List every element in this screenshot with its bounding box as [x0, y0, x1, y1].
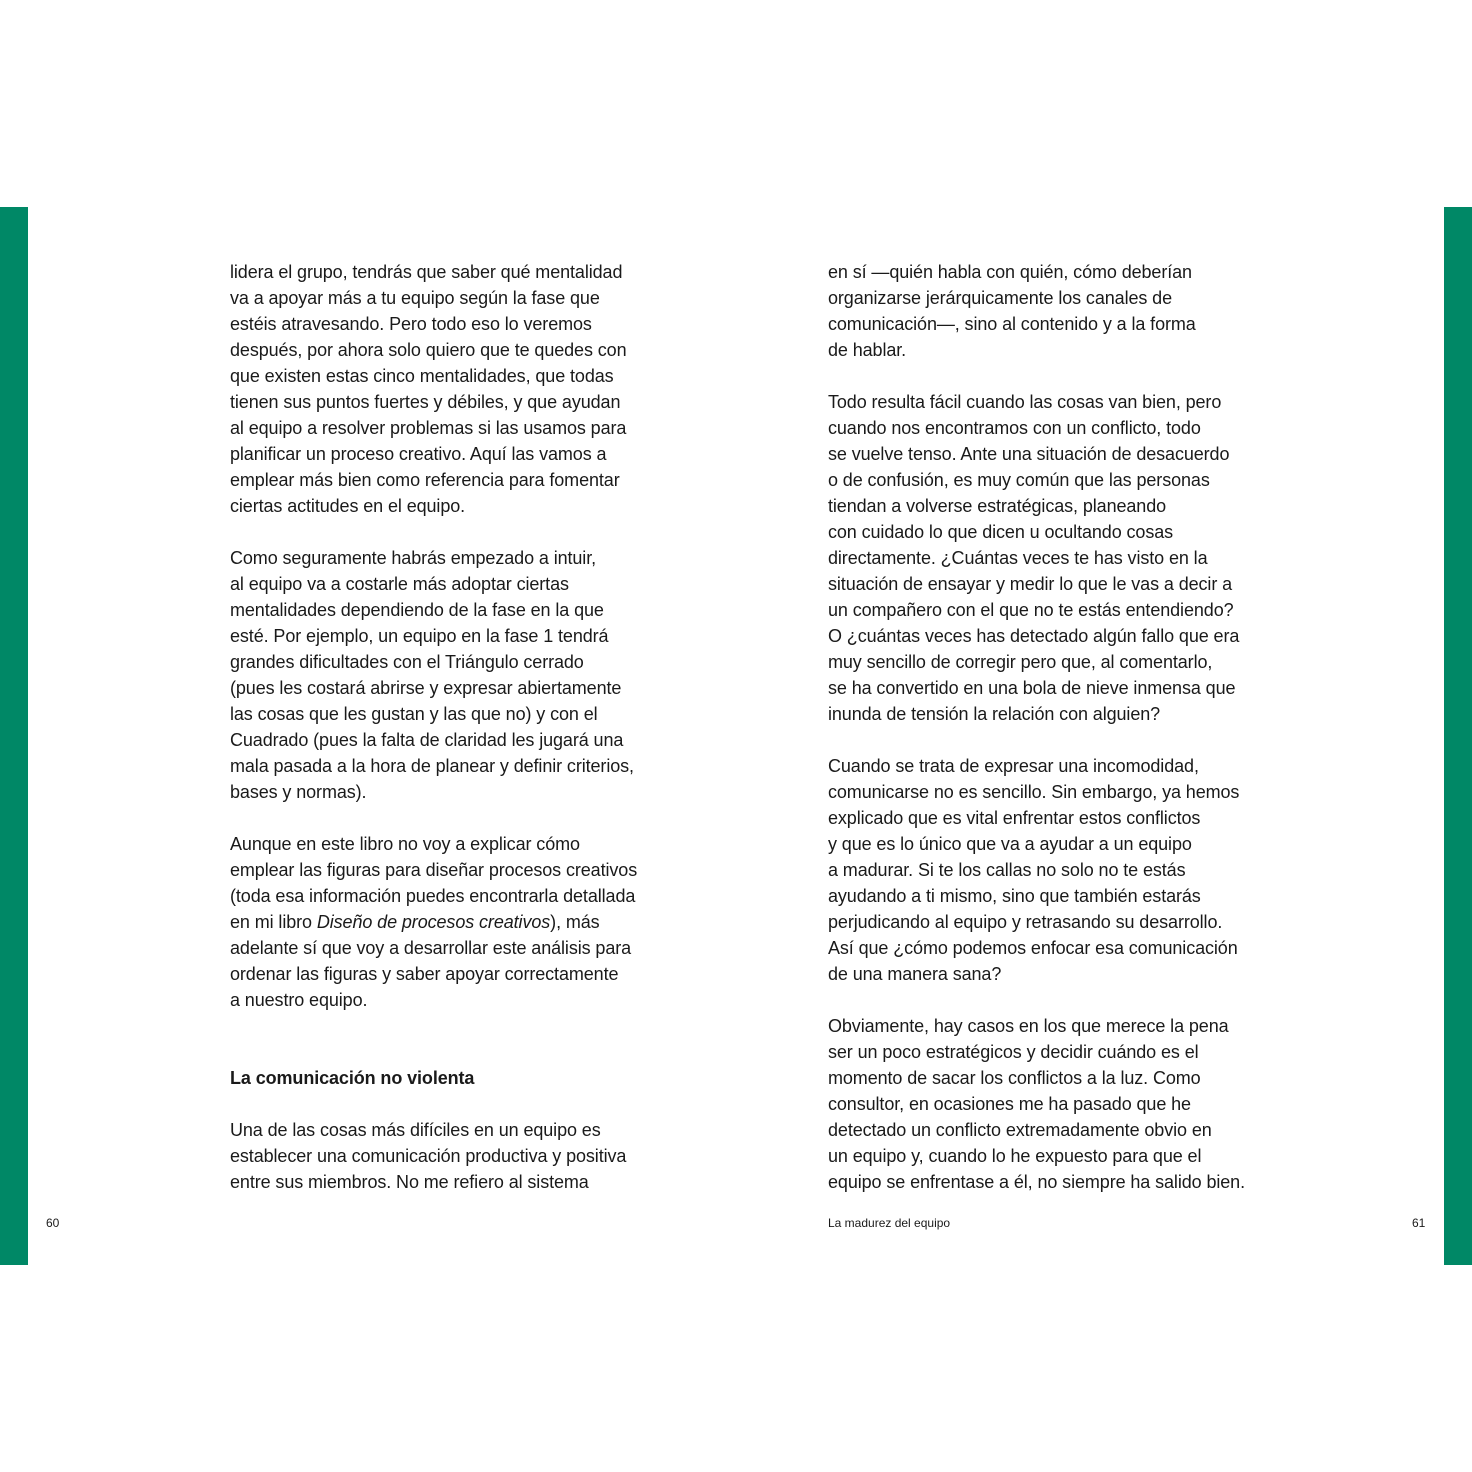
- text-line: esté. Por ejemplo, un equipo en la fase 1 tendrá: [230, 626, 609, 646]
- text-line: explicado que es vital enfrentar estos conflictos: [828, 808, 1201, 828]
- text-line: al equipo a resolver problemas si las usamos para: [230, 418, 627, 438]
- paragraph: [828, 389, 1248, 727]
- text-line: cuando nos encontramos con un conflicto, todo: [828, 418, 1201, 438]
- text-line: después, por ahora solo quiero que te quedes con: [230, 340, 627, 360]
- text-line: tienen sus puntos fuertes y débiles, y que ayudan: [230, 392, 621, 412]
- text-line: Cuando se trata de expresar una incomodidad,: [828, 756, 1199, 776]
- text-line: organizarse jerárquicamente los canales de: [828, 288, 1172, 308]
- text-line: lidera el grupo, tendrás que saber qué mentalidad: [230, 262, 623, 282]
- text-line: Todo resulta fácil cuando las cosas van bien, pero: [828, 392, 1222, 412]
- text-line: a nuestro equipo.: [230, 990, 368, 1010]
- text-line: detectado un conflicto extremadamente obvio en: [828, 1120, 1212, 1140]
- text-line: y que es lo único que va a ayudar a un equipo: [828, 834, 1192, 854]
- text-line: establecer una comunicación productiva y positiva: [230, 1146, 627, 1166]
- text-line: Aunque en este libro no voy a explicar cómo: [230, 834, 580, 854]
- text-line: se ha convertido en una bola de nieve inmensa que: [828, 678, 1236, 698]
- text-line: comunicarse no es sencillo. Sin embargo, ya hemos: [828, 782, 1240, 802]
- text-line: mala pasada a la hora de planear y definir criterios,: [230, 756, 634, 776]
- text-line: ordenar las figuras y saber apoyar correctamente: [230, 964, 619, 984]
- paragraph-gap: [230, 519, 650, 545]
- right-page-text: [828, 259, 1248, 1195]
- paragraph-gap: [230, 1091, 650, 1117]
- text-line: bases y normas).: [230, 782, 367, 802]
- paragraph-gap: [230, 1039, 650, 1065]
- paragraph-gap: [828, 363, 1248, 389]
- paragraph: [230, 1117, 650, 1195]
- text-line: situación de ensayar y medir lo que le vas a decir a: [828, 574, 1233, 594]
- text-line: comunicación—, sino al contenido y a la forma: [828, 314, 1196, 334]
- paragraph: [230, 259, 650, 519]
- text-line: muy sencillo de corregir pero que, al comentarlo,: [828, 652, 1213, 672]
- left-page-text: [230, 259, 650, 1195]
- right-accent-band: [1444, 207, 1472, 1265]
- paragraph-gap: [230, 805, 650, 831]
- text-line: consultor, en ocasiones me ha pasado que he: [828, 1094, 1191, 1114]
- paragraph-gap: [230, 1013, 650, 1039]
- text-line: estéis atravesando. Pero todo eso lo veremos: [230, 314, 592, 334]
- text-line: un compañero con el que no te estás entendiendo?: [828, 600, 1234, 620]
- text-line: ciertas actitudes en el equipo.: [230, 496, 466, 516]
- text-line: se vuelve tenso. Ante una situación de desacuerdo: [828, 444, 1230, 464]
- text-line: Cuadrado (pues la falta de claridad les jugará una: [230, 730, 624, 750]
- paragraph-gap: [828, 727, 1248, 753]
- text-line: las cosas que les gustan y las que no) y con el: [230, 704, 598, 724]
- text-line: (toda esa información puedes encontrarla detallada: [230, 886, 636, 906]
- text-line: a madurar. Si te los callas no solo no te estás: [828, 860, 1186, 880]
- text-line: con cuidado lo que dicen u ocultando cosas: [828, 522, 1174, 542]
- left-accent-band: [0, 207, 28, 1265]
- text-line: O ¿cuántas veces has detectado algún fallo que era: [828, 626, 1240, 646]
- text-line: al equipo va a costarle más adoptar ciertas: [230, 574, 569, 594]
- text-line: mentalidades dependiendo de la fase en la que: [230, 600, 604, 620]
- text-line: o de confusión, es muy común que las personas: [828, 470, 1210, 490]
- text-line: directamente. ¿Cuántas veces te has visto en la: [828, 548, 1208, 568]
- paragraph: [828, 1013, 1248, 1195]
- text-line: equipo se enfrentase a él, no siempre ha salido bien.: [828, 1172, 1245, 1192]
- text-line: emplear más bien como referencia para fomentar: [230, 470, 620, 490]
- paragraph: [230, 831, 650, 1013]
- page-number-right: 61: [1412, 1216, 1426, 1230]
- text-line: inunda de tensión la relación con alguien?: [828, 704, 1161, 724]
- text-line: planificar un proceso creativo. Aquí las vamos a: [230, 444, 607, 464]
- text-line: Así que ¿cómo podemos enfocar esa comunicación: [828, 938, 1238, 958]
- text-line: va a apoyar más a tu equipo según la fase que: [230, 288, 600, 308]
- text-line: tiendan a volverse estratégicas, planeando: [828, 496, 1167, 516]
- text-line: entre sus miembros. No me refiero al sistema: [230, 1172, 589, 1192]
- book-title: Diseño de procesos creativos: [316, 912, 551, 932]
- text-line: momento de sacar los conflictos a la luz. Como: [828, 1068, 1201, 1088]
- text-line: [230, 909, 650, 935]
- text-line: Obviamente, hay casos en los que merece la pena: [828, 1016, 1229, 1036]
- text-line: emplear las figuras para diseñar procesos creativos: [230, 860, 638, 880]
- text-line: ser un poco estratégicos y decidir cuándo es el: [828, 1042, 1199, 1062]
- paragraph: [828, 753, 1248, 987]
- text-line: perjudicando al equipo y retrasando su desarrollo.: [828, 912, 1223, 932]
- section-heading: La comunicación no violenta: [230, 1068, 475, 1088]
- text-line: grandes dificultades con el Triángulo cerrado: [230, 652, 584, 672]
- running-footer: La madurez del equipo: [828, 1216, 951, 1230]
- text-line: en sí —quién habla con quién, cómo deberían: [828, 262, 1192, 282]
- text-line: adelante sí que voy a desarrollar este análisis para: [230, 938, 632, 958]
- text-line: un equipo y, cuando lo he expuesto para que el: [828, 1146, 1202, 1166]
- paragraph: [230, 545, 650, 805]
- text-line: ayudando a ti mismo, sino que también estarás: [828, 886, 1201, 906]
- text-line: (pues les costará abrirse y expresar abiertamente: [230, 678, 622, 698]
- text-line: de hablar.: [828, 340, 907, 360]
- text-line: Como seguramente habrás empezado a intuir,: [230, 548, 597, 568]
- paragraph: [828, 259, 1248, 363]
- text-run: ), más: [550, 912, 600, 932]
- text-line: Una de las cosas más difíciles en un equipo es: [230, 1120, 601, 1140]
- text-run: en mi libro: [230, 912, 317, 932]
- page-number-left: 60: [46, 1216, 60, 1230]
- text-line: que existen estas cinco mentalidades, que todas: [230, 366, 614, 386]
- paragraph-gap: [828, 987, 1248, 1013]
- text-line: de una manera sana?: [828, 964, 1002, 984]
